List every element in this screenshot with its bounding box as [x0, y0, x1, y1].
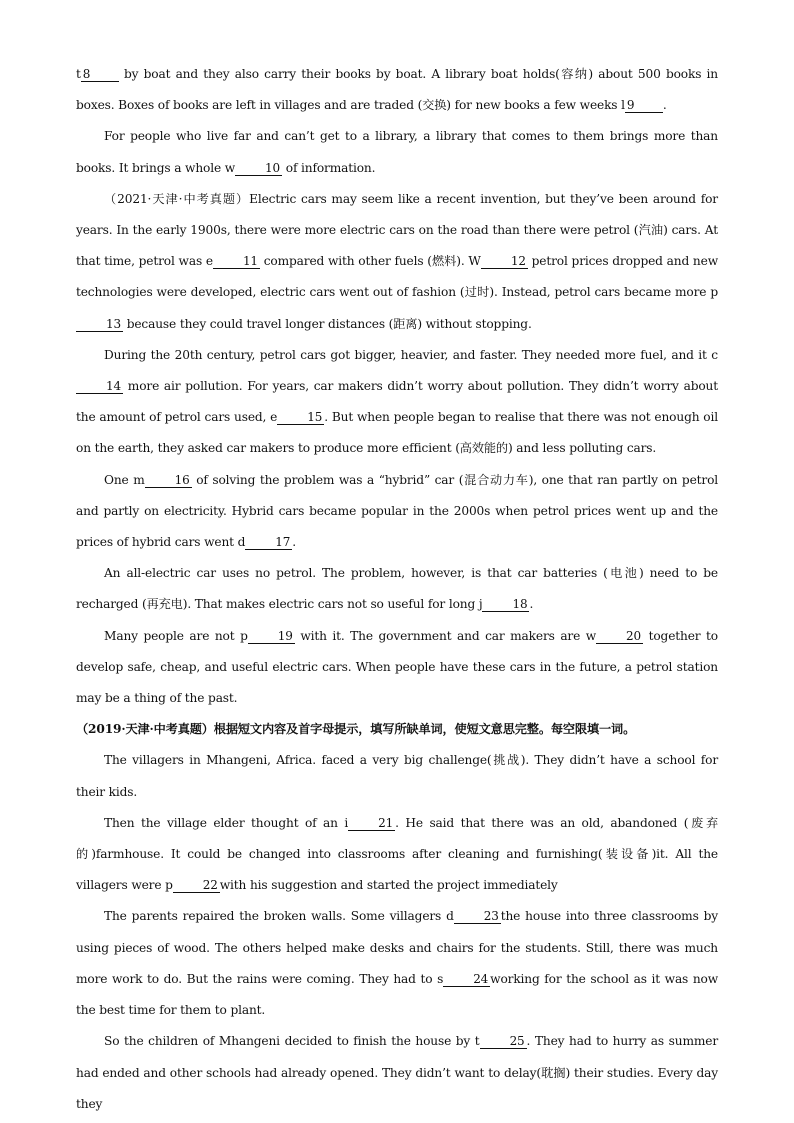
blank-21[interactable]: 21 — [348, 817, 395, 831]
paragraph-p1-2 — [76, 121, 718, 183]
text: the house into three classrooms by using pieces of wood. The others helped make desks and chairs for the students. Still, there was much more work to do. But the rains were coming. They had to s — [76, 909, 718, 986]
text: petrol prices dropped and new technologies were developed, electric cars went out of fashion (过时). Instead, petrol cars became more p — [76, 254, 718, 300]
blank-13[interactable]: 13 — [76, 318, 123, 332]
text: together to develop safe, cheap, and useful electric cars. When people have these cars in the future, a petrol station may be a thing of the past. — [76, 628, 718, 706]
paragraph-p3-4 — [76, 1026, 718, 1120]
text: （2021·天津·中考真题）Electric cars may seem like a recent invention, but they’ve been around for years. In the early 1900s, there were more electric cars on the road than there were petrol (汽油) cars. At that time, petrol was e — [76, 191, 718, 269]
paragraph-p2-1 — [76, 184, 718, 340]
paragraph-p2-2 — [76, 340, 718, 465]
text: For people who live far and can’t get to a library, a library that comes to them brings more than books. It brings a whole w — [76, 129, 718, 175]
text: by boat and they also carry their books by boat. A library boat holds(容纳) about 500 books in boxes. Boxes of books are left in villages and are traded (交换) for new books a few weeks l — [76, 67, 718, 113]
document-content — [76, 59, 718, 1120]
text: During the 20th century, petrol cars got bigger, heavier, and faster. They needed more fuel, and it c — [104, 347, 718, 362]
paragraph-p3-1 — [76, 745, 718, 807]
blank-23[interactable]: 23 — [454, 910, 501, 924]
paragraph-p2-4 — [76, 558, 718, 620]
text: The villagers in Mhangeni, Africa. faced a very big challenge(挑战). They didn’t have a school for their kids. — [76, 753, 718, 799]
blank-15[interactable]: 15 — [277, 411, 324, 425]
blank-8[interactable]: 8 — [81, 68, 119, 82]
text: Many people are not p — [104, 628, 248, 643]
paragraph-p3-3 — [76, 901, 718, 1026]
text: because they could travel longer distances (距离) without stopping. — [126, 316, 532, 331]
blank-10[interactable]: 10 — [235, 162, 282, 176]
paragraph-p1-1 — [76, 59, 718, 121]
paragraph-p2-3 — [76, 465, 718, 559]
blank-11[interactable]: 11 — [213, 255, 260, 269]
blank-19[interactable]: 19 — [248, 630, 295, 644]
text: . He said that there was an old, abandoned (废弃的)farmhouse. It could be changed into classrooms after cleaning and furnishing(装设备)it. All the villagers were p — [76, 815, 719, 893]
text: with it. The government and car makers are w — [300, 628, 597, 643]
text: of solving the problem was a “hybrid” car (混合动力车), one that ran partly on petrol and partly on electricity. Hybrid cars became popular in the 2000s when petrol prices went up and the prices of hybrid cars went d — [76, 472, 719, 550]
text: . But when people began to realise that there was not enough oil on the earth, they asked car makers to produce more efficient (高效能的) and less polluting cars. — [76, 410, 718, 456]
text: of information. — [285, 160, 376, 175]
paragraph-p3-2 — [76, 808, 718, 902]
paragraph-p2-5 — [76, 621, 718, 715]
blank-17[interactable]: 17 — [245, 536, 292, 550]
blank-14[interactable]: 14 — [76, 380, 123, 394]
text: The parents repaired the broken walls. Some villagers d — [104, 909, 454, 924]
text: working for the school as it was now the best time for them to plant. — [76, 971, 718, 1018]
blank-18[interactable]: 18 — [482, 598, 529, 612]
section-heading: （2019·天津·中考真题）根据短文内容及首字母提示，填写所缺单词，使短文意思完整。每空限填一词。 — [76, 722, 636, 737]
text: . They had to hurry as summer had ended and other schools had already opened. They didn’t want to delay(耽搁) their studies. Every day they — [76, 1034, 718, 1111]
text: . — [292, 535, 296, 550]
text: . — [529, 597, 534, 612]
text: An all-electric car uses no petrol. The problem, however, is that car batteries (电池) need to be recharged (再充电). That makes electric cars not so useful for long j — [76, 566, 718, 612]
text: One m — [104, 472, 145, 487]
blank-20[interactable]: 20 — [596, 630, 643, 644]
text: . — [662, 98, 667, 113]
blank-12[interactable]: 12 — [481, 255, 528, 269]
text: compared with other fuels (燃料). W — [263, 254, 481, 269]
text: with his suggestion and started the project immediately — [219, 878, 558, 893]
blank-22[interactable]: 22 — [173, 879, 220, 893]
text: more air pollution. For years, car makers didn’t worry about pollution. They didn’t worry about the amount of petrol cars used, e — [76, 379, 718, 425]
text: t — [76, 67, 81, 81]
blank-25[interactable]: 25 — [480, 1035, 527, 1049]
text: Then the village elder thought of an i — [104, 815, 349, 830]
blank-24[interactable]: 24 — [443, 973, 490, 987]
text: So the children of Mhangeni decided to finish the house by t — [104, 1034, 480, 1049]
blank-9[interactable]: 9 — [625, 99, 663, 113]
blank-16[interactable]: 16 — [145, 474, 192, 488]
